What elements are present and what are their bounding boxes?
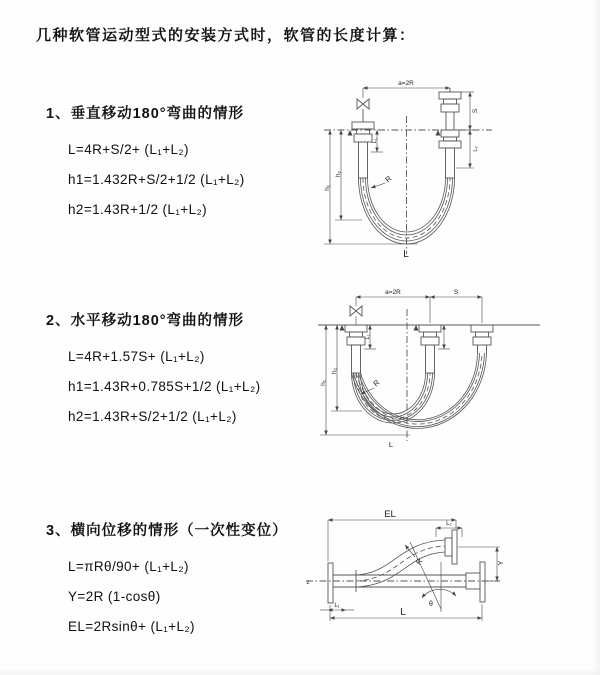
valve-icon xyxy=(357,99,369,122)
braid-section xyxy=(352,345,361,373)
length-label: L xyxy=(403,249,409,260)
section-2-text xyxy=(46,309,260,432)
dim-label-a2r: a=2R xyxy=(385,289,401,296)
length-label: L xyxy=(388,440,394,449)
dim-label-h1: h₁ xyxy=(320,380,327,386)
braid-section xyxy=(446,148,455,178)
theta-label: θ xyxy=(429,601,433,608)
dim-label-y: Y xyxy=(498,560,505,566)
section-1-text xyxy=(46,102,245,225)
formula-length: L=4R+S/2+ (L₁+L₂) xyxy=(68,142,189,157)
hose-s-curve xyxy=(356,540,445,587)
dimension-lines xyxy=(324,88,474,244)
mounting-plane-arrows xyxy=(348,130,441,136)
formula-length: L=πRθ/90+ (L₁+L₂) xyxy=(68,559,189,574)
radius-label: R xyxy=(371,377,382,389)
formula-y: Y=2R (1-cosθ) xyxy=(68,589,161,604)
dim-label-h2: h₂ xyxy=(331,367,338,375)
left-fitting xyxy=(345,325,367,373)
diagram-horizontal-180-bend xyxy=(310,283,548,455)
dim-label-l1: L₁ xyxy=(372,138,378,144)
centerlines xyxy=(324,116,492,254)
dim-label-l2: L₂ xyxy=(446,521,452,527)
left-flange xyxy=(328,563,356,603)
dim-label-l2: L₂ xyxy=(473,146,479,152)
dim-label-l1: L₁ xyxy=(365,334,371,340)
radius-label: R xyxy=(413,556,425,567)
dim-label-el: EL xyxy=(384,509,396,520)
dim-label-h1: h₁ xyxy=(324,185,331,191)
page-title: 几种软管运动型式的安装方式时，软管的长度计算： xyxy=(36,27,416,44)
section-2-heading: 2、水平移动180°弯曲的情形 xyxy=(46,313,245,329)
length-label: L xyxy=(400,607,406,618)
right-lower-flange xyxy=(466,562,485,602)
section-1-heading: 1、垂直移动180°弯曲的情形 xyxy=(46,106,245,122)
right-upper-flange xyxy=(445,530,457,564)
valve-icon xyxy=(350,306,362,316)
right-fitting xyxy=(471,325,493,353)
angle-construction xyxy=(410,542,456,612)
formula-h2: h2=1.43R+S/2+1/2 (L₁+L₂) xyxy=(68,409,237,424)
formula-h1: h1=1.43R+0.785S+1/2 (L₁+L₂) xyxy=(68,379,261,394)
dim-label-h2: h₂ xyxy=(335,170,342,178)
formula-el: EL=2Rsinθ+ (L₁+L₂) xyxy=(68,619,195,634)
braid-section xyxy=(359,142,368,178)
dim-label-l1: L₁ xyxy=(334,603,340,609)
section-3-text xyxy=(46,519,288,642)
dimension-lines xyxy=(320,520,500,621)
diagram-labels xyxy=(307,509,506,618)
hose-u-bend-displaced xyxy=(352,353,487,428)
section-3-heading: 3、横向位移的情形（一次性变位） xyxy=(46,523,288,539)
middle-fitting xyxy=(419,325,441,373)
axis-break-mark: z xyxy=(306,580,310,586)
dim-label-s: S xyxy=(472,108,479,114)
formula-h2: h2=1.43R+1/2 (L₁+L₂) xyxy=(68,202,208,217)
formula-length: L=4R+1.57S+ (L₁+L₂) xyxy=(68,349,205,364)
diagram-lateral-displacement xyxy=(298,506,566,638)
formula-h1: h1=1.432R+S/2+1/2 (L₁+L₂) xyxy=(68,172,245,187)
braid-section xyxy=(426,345,435,373)
dim-label-s: S xyxy=(453,289,459,296)
dim-label-a2r: a=2R xyxy=(398,80,414,87)
right-fitting xyxy=(439,88,461,178)
radius-label: R xyxy=(383,173,394,185)
diagram-labels xyxy=(324,80,479,260)
diagram-vertical-180-bend xyxy=(310,76,548,262)
